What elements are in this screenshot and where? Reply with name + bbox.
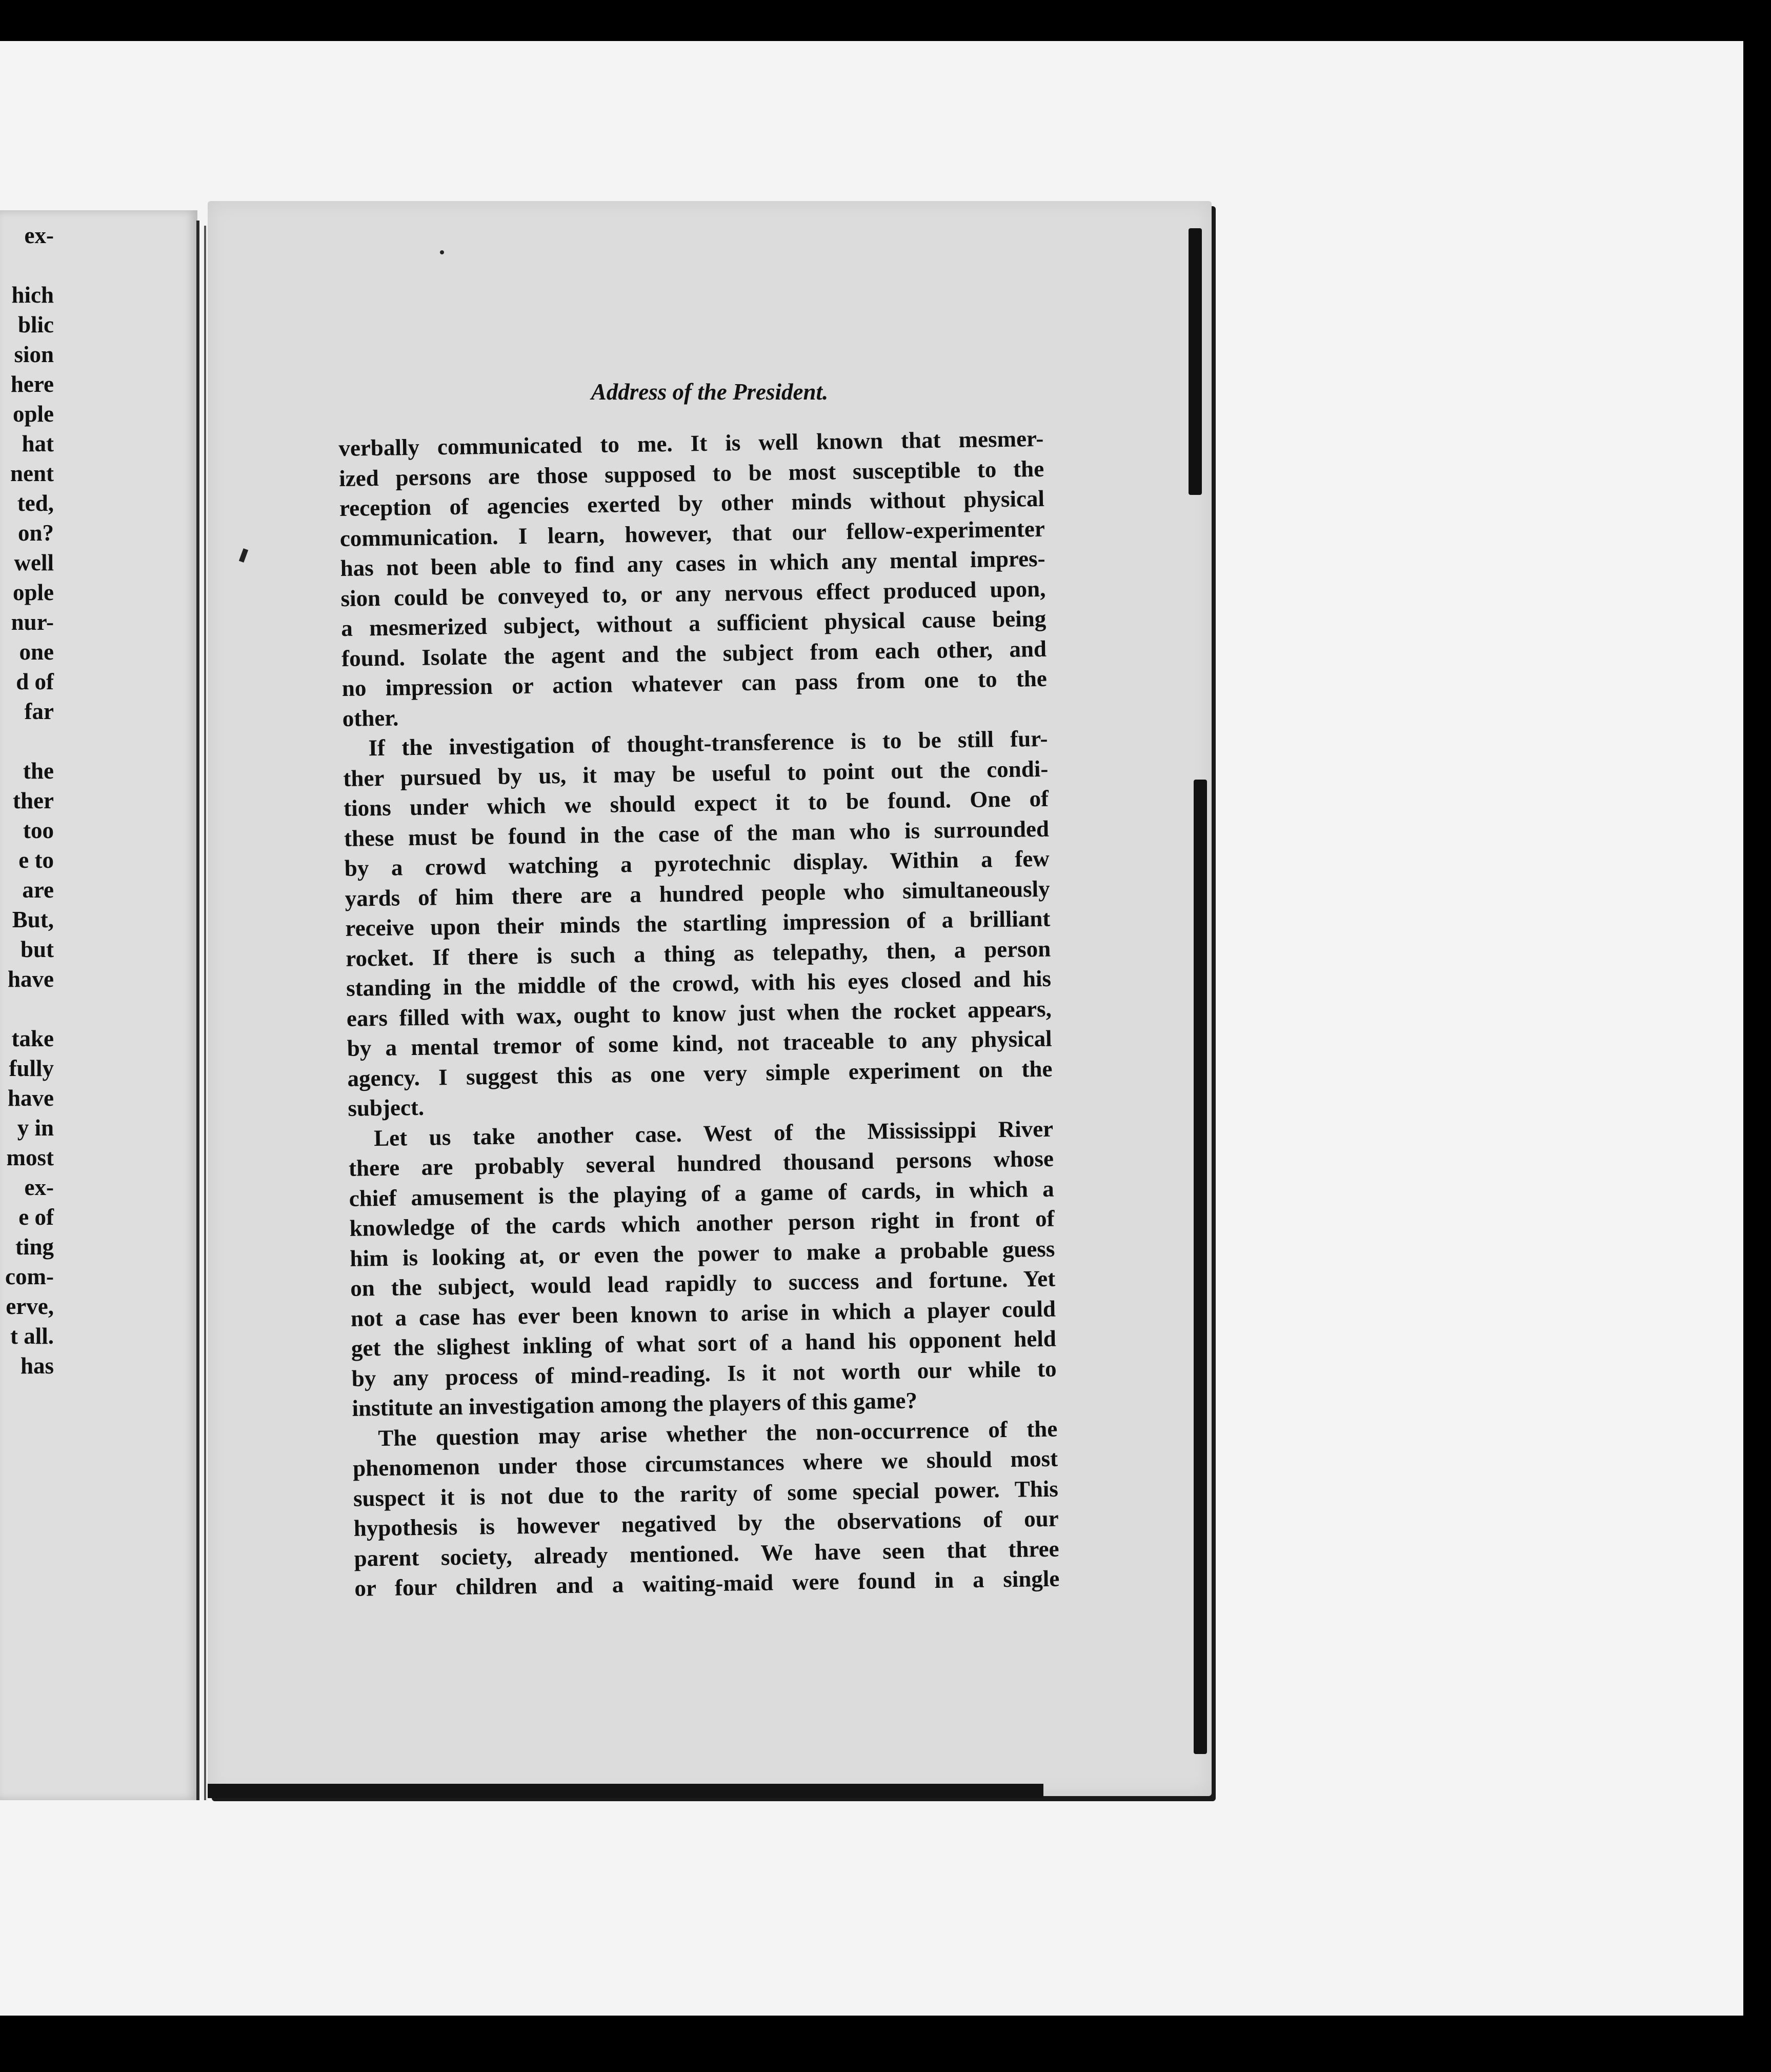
- text-line: parent society, already mentioned. We have seen that three: [354, 1536, 1059, 1571]
- text-line: chief amusement is the playing of a game of cards, in which a: [349, 1176, 1055, 1211]
- left-page-fragment: ex-: [24, 223, 54, 248]
- text-line: suspect it is not due to the rarity of some special power. This: [353, 1476, 1059, 1511]
- text-line: reception of agencies exerted by other minds without physical: [339, 485, 1045, 521]
- left-page-fragment: well: [14, 550, 54, 575]
- text-line: institute an investigation among the players of this game?: [352, 1387, 918, 1421]
- left-page-fragment: here: [10, 371, 54, 397]
- left-page-fragment: too: [23, 818, 54, 843]
- binding-gutter-inner: [204, 226, 206, 1800]
- left-page-fragment: hich: [11, 282, 54, 308]
- text-line: no impression or action whatever can pass from one to the: [341, 665, 1048, 701]
- left-page-fragment: nur-: [11, 609, 54, 635]
- left-page-fragment: ex-: [24, 1174, 54, 1200]
- text-line: knowledge of the cards which another person right in front of: [349, 1205, 1055, 1241]
- text-line: rocket. If there is such a thing as telepathy, then, a person: [345, 935, 1051, 971]
- text-line: ther pursued by us, it may be useful to point out the condi-: [343, 755, 1049, 791]
- left-page-fragment: far: [24, 699, 54, 724]
- left-page-fragment: ople: [12, 401, 54, 427]
- left-page-fragment: e of: [18, 1204, 54, 1230]
- text-line: communication. I learn, however, that our fellow-experimenter: [339, 515, 1045, 551]
- text-line: agency. I suggest this as one very simple experiment on the: [347, 1055, 1053, 1091]
- left-page-fragment: but: [20, 937, 54, 962]
- scan-bottom-border: [0, 2016, 1771, 2072]
- left-page-fragment: ople: [12, 580, 54, 605]
- text-line: a mesmerized subject, without a sufficient physical cause being: [340, 605, 1046, 641]
- text-line: subject.: [348, 1094, 425, 1121]
- text-line: by a mental tremor of some kind, not traceable to any physical: [347, 1025, 1052, 1061]
- left-page-fragment: take: [11, 1026, 54, 1051]
- page-bottom-shadow: [208, 1784, 1043, 1798]
- left-page-fragment: sion: [14, 342, 54, 367]
- left-page-fragment: most: [6, 1145, 54, 1170]
- page-edge-mark-lower: [1194, 780, 1207, 1754]
- left-page-fragment: [0, 726, 54, 756]
- text-line: hypothesis is however negatived by the observations of our: [353, 1505, 1059, 1541]
- text-line: on the subject, would lead rapidly to success and fortune. Yet: [350, 1265, 1056, 1301]
- left-page-fragment: But,: [12, 907, 54, 932]
- running-head: Address of the President.: [591, 379, 829, 405]
- left-page-fragment: one: [19, 639, 54, 665]
- text-line: or four children and a waiting-maid were found in a single: [354, 1565, 1060, 1601]
- text-line: phenomenon under those circumstances where we should most: [352, 1445, 1058, 1481]
- left-page-fragment: [0, 250, 54, 280]
- left-page-fragment: e to: [18, 847, 54, 873]
- left-page-fragment: ther: [13, 788, 54, 813]
- left-page-fragment: d of: [16, 669, 54, 694]
- text-line: receive upon their minds the startling impression of a brilliant: [345, 905, 1051, 941]
- text-line: get the slighest inkling of what sort of a hand his opponent held: [351, 1325, 1057, 1361]
- left-page-fragment: the: [23, 758, 54, 784]
- text-line: him is looking at, or even the power to make a probable guess: [350, 1236, 1055, 1271]
- text-line: verbally communicated to me. It is well known that mesmer-: [338, 425, 1044, 461]
- left-page-text-fragments: [0, 221, 54, 1381]
- left-page-fragment: have: [8, 966, 54, 992]
- text-line: yards of him there are a hundred people who simultaneously: [345, 875, 1050, 911]
- left-page-fragment: nent: [10, 461, 54, 486]
- left-page-fragment: [0, 994, 54, 1024]
- text-line: sion could be conveyed to, or any nervous effect produced upon,: [340, 575, 1046, 611]
- scan-right-border: [1743, 0, 1771, 2072]
- text-line: Let us take another case. West of the Mississippi River: [373, 1115, 1054, 1151]
- left-page-fragment: fully: [9, 1055, 54, 1081]
- left-page-fragment: has: [20, 1353, 54, 1379]
- left-page-fragment: y in: [17, 1115, 54, 1141]
- text-line: The question may arise whether the non-occurrence of the: [378, 1416, 1058, 1451]
- text-line: these must be found in the case of the man who is surrounded: [344, 815, 1050, 851]
- text-line: If the investigation of thought-transference is to be still fur-: [368, 725, 1048, 761]
- left-page-fragment: hat: [22, 431, 54, 456]
- text-line: has not been able to find any cases in which any mental impres-: [340, 545, 1045, 581]
- text-line: by any process of mind-reading. Is it not worth our while to: [351, 1356, 1057, 1391]
- left-page-fragment: are: [22, 877, 54, 903]
- text-line: tions under which we should expect it to be found. One of: [343, 785, 1049, 821]
- text-line: there are probably several hundred thousand persons whose: [348, 1145, 1054, 1181]
- binding-gutter: [196, 221, 199, 1800]
- left-page-fragment: erve,: [6, 1293, 54, 1319]
- text-line: found. Isolate the agent and the subject from each other, and: [341, 635, 1047, 671]
- left-page-fragment: ting: [15, 1234, 54, 1260]
- left-page-fragment: blic: [17, 312, 54, 337]
- scan-top-border: [0, 0, 1771, 41]
- text-line: other.: [342, 704, 399, 731]
- left-page-fragment: com-: [5, 1264, 54, 1289]
- text-line: ears filled with wax, ought to know just when the rocket appears,: [346, 995, 1052, 1031]
- scan-speck: [440, 250, 444, 254]
- left-page-fragment: ted,: [17, 490, 54, 516]
- page-body-text: [338, 424, 1060, 1603]
- page-edge-mark-upper: [1189, 228, 1202, 495]
- text-line: standing in the middle of the crowd, with his eyes closed and his: [346, 965, 1052, 1001]
- text-line: not a case has ever been known to arise in which a player could: [350, 1296, 1056, 1331]
- left-page-fragment: have: [8, 1085, 54, 1111]
- left-page-fragment: on?: [17, 520, 54, 546]
- text-line: by a crowd watching a pyrotechnic display. Within a few: [344, 845, 1050, 881]
- left-page-fragment: t all.: [10, 1323, 54, 1349]
- text-line: ized persons are those supposed to be most susceptible to the: [338, 455, 1044, 491]
